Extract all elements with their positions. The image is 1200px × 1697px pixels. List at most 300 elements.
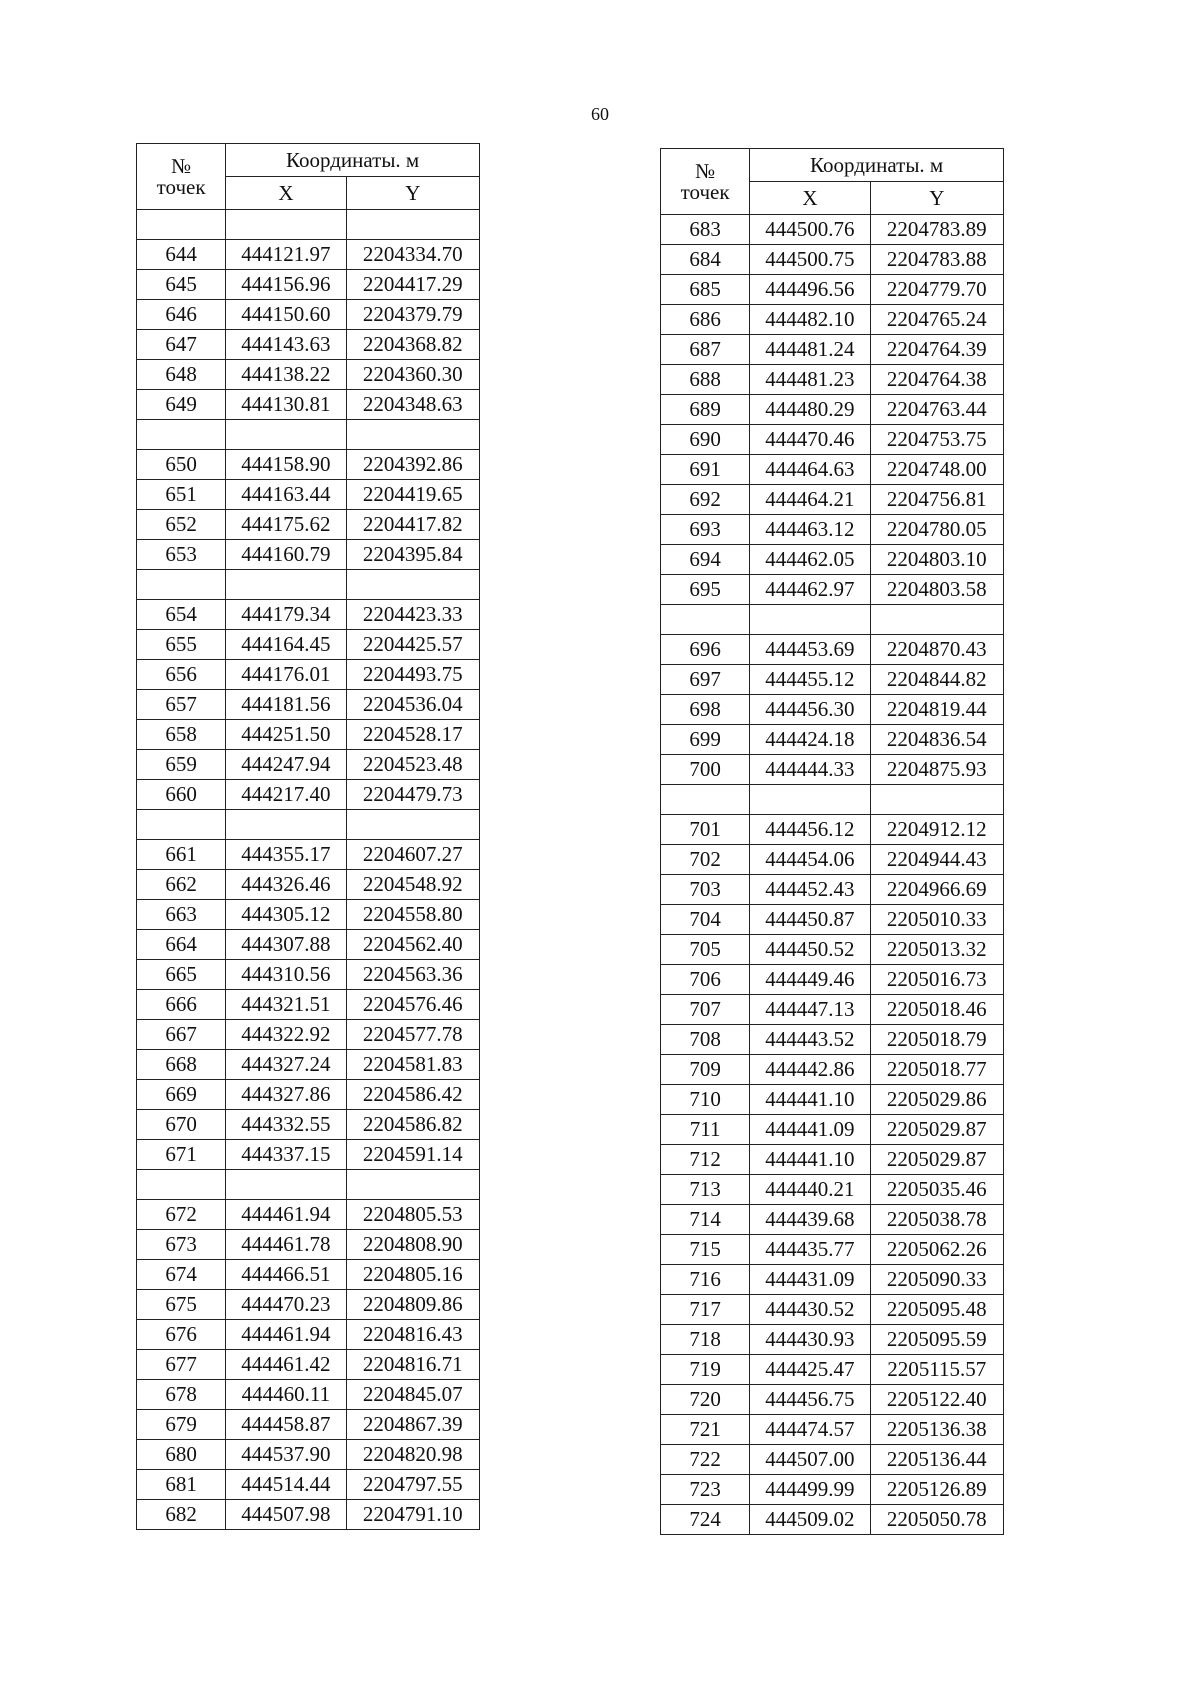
table-row — [661, 1295, 1004, 1325]
y-coordinate-cell: 2205010.33 — [870, 905, 1003, 935]
y-coordinate-cell: 2204581.83 — [346, 1050, 479, 1080]
table-row — [661, 965, 1004, 995]
x-coordinate-cell: 444138.22 — [226, 360, 346, 390]
y-coordinate-cell: 2204944.43 — [870, 845, 1003, 875]
point-number-cell: 646 — [137, 300, 226, 330]
table-row — [661, 1355, 1004, 1385]
x-coordinate-cell: 444470.46 — [750, 425, 870, 455]
x-coordinate-cell — [226, 570, 346, 600]
point-number-cell: 658 — [137, 720, 226, 750]
table-row — [137, 1080, 480, 1110]
table-row — [137, 780, 480, 810]
x-coordinate-cell: 444160.79 — [226, 540, 346, 570]
point-number-cell: 653 — [137, 540, 226, 570]
x-coordinate-cell — [226, 1170, 346, 1200]
point-number-cell: 644 — [137, 240, 226, 270]
table-row — [137, 690, 480, 720]
coordinates-table-left — [136, 143, 480, 1530]
point-number-cell: 686 — [661, 305, 750, 335]
coordinates-table-right — [660, 148, 1004, 1535]
number-sign: № — [695, 158, 716, 183]
point-number-cell: 713 — [661, 1175, 750, 1205]
table-row — [137, 750, 480, 780]
y-coordinate-cell: 2205018.77 — [870, 1055, 1003, 1085]
table-row — [137, 450, 480, 480]
table-row — [137, 1320, 480, 1350]
point-number-cell: 718 — [661, 1325, 750, 1355]
point-number-cell — [137, 210, 226, 240]
y-coordinate-cell: 2204791.10 — [346, 1500, 479, 1530]
y-coordinate-cell: 2204819.44 — [870, 695, 1003, 725]
table-row — [137, 300, 480, 330]
x-coordinate-cell: 444450.52 — [750, 935, 870, 965]
table-row — [661, 755, 1004, 785]
x-coordinate-cell: 444158.90 — [226, 450, 346, 480]
points-label: точек — [680, 179, 730, 204]
y-coordinate-cell — [346, 420, 479, 450]
y-coordinate-cell: 2204816.43 — [346, 1320, 479, 1350]
y-coordinate-cell: 2204586.82 — [346, 1110, 479, 1140]
point-number-cell: 710 — [661, 1085, 750, 1115]
x-coordinate-cell — [750, 785, 870, 815]
table-row — [661, 1505, 1004, 1535]
x-coordinate-cell: 444480.29 — [750, 395, 870, 425]
x-coordinate-cell: 444435.77 — [750, 1235, 870, 1265]
x-coordinate-cell: 444464.63 — [750, 455, 870, 485]
y-coordinate-cell: 2205062.26 — [870, 1235, 1003, 1265]
point-number-cell: 717 — [661, 1295, 750, 1325]
point-number-cell: 685 — [661, 275, 750, 305]
point-number-cell: 712 — [661, 1145, 750, 1175]
table-row — [661, 635, 1004, 665]
y-coordinate-cell: 2204536.04 — [346, 690, 479, 720]
table-row — [137, 210, 480, 240]
x-coordinate-cell: 444464.21 — [750, 485, 870, 515]
x-coordinate-cell — [226, 210, 346, 240]
table-row — [661, 1475, 1004, 1505]
y-coordinate-cell: 2205029.86 — [870, 1085, 1003, 1115]
table-row — [661, 335, 1004, 365]
point-number-cell: 706 — [661, 965, 750, 995]
y-header: Y — [870, 182, 1003, 215]
x-coordinate-cell: 444449.46 — [750, 965, 870, 995]
x-coordinate-cell: 444462.05 — [750, 545, 870, 575]
point-number-cell: 714 — [661, 1205, 750, 1235]
y-coordinate-cell: 2204870.43 — [870, 635, 1003, 665]
x-coordinate-cell: 444455.12 — [750, 665, 870, 695]
y-coordinate-cell: 2204780.05 — [870, 515, 1003, 545]
point-number-cell: 683 — [661, 215, 750, 245]
y-coordinate-cell: 2205029.87 — [870, 1115, 1003, 1145]
table-row — [661, 455, 1004, 485]
y-coordinate-cell — [346, 570, 479, 600]
y-coordinate-cell: 2205090.33 — [870, 1265, 1003, 1295]
table-row — [661, 575, 1004, 605]
y-coordinate-cell: 2204576.46 — [346, 990, 479, 1020]
point-number-cell — [661, 785, 750, 815]
point-number-cell: 695 — [661, 575, 750, 605]
x-coordinate-cell: 444322.92 — [226, 1020, 346, 1050]
table-row — [661, 1235, 1004, 1265]
table-row — [137, 630, 480, 660]
table-row — [137, 480, 480, 510]
x-coordinate-cell: 444441.09 — [750, 1115, 870, 1145]
table-row — [661, 1325, 1004, 1355]
y-coordinate-cell: 2205136.38 — [870, 1415, 1003, 1445]
x-coordinate-cell: 444217.40 — [226, 780, 346, 810]
y-coordinate-cell: 2204425.57 — [346, 630, 479, 660]
y-coordinate-cell: 2204875.93 — [870, 755, 1003, 785]
table-row — [137, 360, 480, 390]
x-coordinate-cell: 444326.46 — [226, 870, 346, 900]
y-coordinate-cell: 2204591.14 — [346, 1140, 479, 1170]
y-coordinate-cell: 2204528.17 — [346, 720, 479, 750]
x-coordinate-cell: 444441.10 — [750, 1085, 870, 1115]
table-row — [137, 270, 480, 300]
x-coordinate-cell: 444481.23 — [750, 365, 870, 395]
y-coordinate-cell: 2204748.00 — [870, 455, 1003, 485]
x-coordinate-cell: 444332.55 — [226, 1110, 346, 1140]
point-number-cell: 662 — [137, 870, 226, 900]
table-row — [661, 1205, 1004, 1235]
y-coordinate-cell: 2205126.89 — [870, 1475, 1003, 1505]
table-row — [137, 930, 480, 960]
x-coordinate-cell: 444482.10 — [750, 305, 870, 335]
point-number-cell — [661, 605, 750, 635]
x-coordinate-cell: 444507.98 — [226, 1500, 346, 1530]
table-row — [137, 330, 480, 360]
x-coordinate-cell — [226, 420, 346, 450]
table-row — [137, 1500, 480, 1530]
x-coordinate-cell: 444461.78 — [226, 1230, 346, 1260]
x-coordinate-cell: 444460.11 — [226, 1380, 346, 1410]
x-coordinate-cell: 444430.52 — [750, 1295, 870, 1325]
table-row — [661, 845, 1004, 875]
table-body-left — [137, 210, 480, 1530]
y-coordinate-cell: 2204348.63 — [346, 390, 479, 420]
point-number-header — [661, 149, 750, 215]
table-body-right — [661, 215, 1004, 1535]
point-number-cell: 665 — [137, 960, 226, 990]
table-row — [661, 725, 1004, 755]
y-coordinate-cell: 2204548.92 — [346, 870, 479, 900]
y-coordinate-cell: 2204779.70 — [870, 275, 1003, 305]
y-coordinate-cell: 2204563.36 — [346, 960, 479, 990]
y-header: Y — [346, 177, 479, 210]
table-row — [137, 540, 480, 570]
point-number-cell: 677 — [137, 1350, 226, 1380]
table-row — [137, 1410, 480, 1440]
x-coordinate-cell: 444441.10 — [750, 1145, 870, 1175]
y-coordinate-cell: 2204809.86 — [346, 1290, 479, 1320]
x-coordinate-cell: 444499.99 — [750, 1475, 870, 1505]
table-row — [661, 995, 1004, 1025]
table-row — [137, 1050, 480, 1080]
x-coordinate-cell: 444454.06 — [750, 845, 870, 875]
table-row — [661, 215, 1004, 245]
point-number-cell: 701 — [661, 815, 750, 845]
point-number-cell: 664 — [137, 930, 226, 960]
x-coordinate-cell: 444176.01 — [226, 660, 346, 690]
table-row — [661, 695, 1004, 725]
x-coordinate-cell: 444327.24 — [226, 1050, 346, 1080]
point-number-cell: 684 — [661, 245, 750, 275]
y-coordinate-cell: 2204360.30 — [346, 360, 479, 390]
table-row — [137, 810, 480, 840]
x-coordinate-cell: 444463.12 — [750, 515, 870, 545]
table-row — [661, 785, 1004, 815]
point-number-cell: 691 — [661, 455, 750, 485]
table-row — [661, 665, 1004, 695]
page-number: 60 — [591, 104, 609, 124]
y-coordinate-cell — [346, 810, 479, 840]
x-coordinate-cell: 444355.17 — [226, 840, 346, 870]
point-number-cell: 672 — [137, 1200, 226, 1230]
y-coordinate-cell: 2204493.75 — [346, 660, 479, 690]
table-row — [137, 900, 480, 930]
point-number-cell: 720 — [661, 1385, 750, 1415]
table-row — [661, 395, 1004, 425]
y-coordinate-cell: 2204867.39 — [346, 1410, 479, 1440]
table-row — [137, 600, 480, 630]
point-number-cell — [137, 810, 226, 840]
table-row — [661, 365, 1004, 395]
point-number-cell: 668 — [137, 1050, 226, 1080]
point-number-cell: 702 — [661, 845, 750, 875]
x-coordinate-cell: 444442.86 — [750, 1055, 870, 1085]
point-number-cell — [137, 1170, 226, 1200]
x-header: X — [226, 177, 346, 210]
table-row — [137, 960, 480, 990]
x-header: X — [750, 182, 870, 215]
x-coordinate-cell: 444251.50 — [226, 720, 346, 750]
y-coordinate-cell: 2205016.73 — [870, 965, 1003, 995]
point-number-cell: 692 — [661, 485, 750, 515]
y-coordinate-cell: 2204844.82 — [870, 665, 1003, 695]
y-coordinate-cell: 2204820.98 — [346, 1440, 479, 1470]
y-coordinate-cell: 2205018.46 — [870, 995, 1003, 1025]
point-number-cell: 670 — [137, 1110, 226, 1140]
table-row — [661, 515, 1004, 545]
y-coordinate-cell: 2204803.10 — [870, 545, 1003, 575]
y-coordinate-cell: 2204797.55 — [346, 1470, 479, 1500]
point-number-cell: 663 — [137, 900, 226, 930]
y-coordinate-cell: 2204586.42 — [346, 1080, 479, 1110]
table-row — [137, 1110, 480, 1140]
table-row — [137, 240, 480, 270]
y-coordinate-cell: 2204808.90 — [346, 1230, 479, 1260]
table-row — [137, 660, 480, 690]
x-coordinate-cell: 444425.47 — [750, 1355, 870, 1385]
x-coordinate-cell: 444430.93 — [750, 1325, 870, 1355]
y-coordinate-cell — [870, 605, 1003, 635]
table-row — [137, 510, 480, 540]
x-coordinate-cell: 444150.60 — [226, 300, 346, 330]
point-number-cell: 679 — [137, 1410, 226, 1440]
table-row — [661, 305, 1004, 335]
y-coordinate-cell — [346, 1170, 479, 1200]
y-coordinate-cell: 2205035.46 — [870, 1175, 1003, 1205]
point-number-cell: 721 — [661, 1415, 750, 1445]
table-row — [661, 1145, 1004, 1175]
x-coordinate-cell: 444181.56 — [226, 690, 346, 720]
point-number-cell: 661 — [137, 840, 226, 870]
table-row — [137, 1200, 480, 1230]
table-row — [661, 1415, 1004, 1445]
y-coordinate-cell: 2204753.75 — [870, 425, 1003, 455]
y-coordinate-cell: 2204417.29 — [346, 270, 479, 300]
table-row — [661, 875, 1004, 905]
y-coordinate-cell: 2204763.44 — [870, 395, 1003, 425]
y-coordinate-cell: 2204479.73 — [346, 780, 479, 810]
y-coordinate-cell: 2204756.81 — [870, 485, 1003, 515]
table-row — [661, 1025, 1004, 1055]
x-coordinate-cell: 444456.12 — [750, 815, 870, 845]
point-number-cell: 671 — [137, 1140, 226, 1170]
table-row — [137, 840, 480, 870]
y-coordinate-cell: 2204803.58 — [870, 575, 1003, 605]
y-coordinate-cell: 2205018.79 — [870, 1025, 1003, 1055]
x-coordinate-cell: 444461.94 — [226, 1200, 346, 1230]
coordinates-header: Координаты. м — [226, 144, 480, 177]
x-coordinate-cell: 444496.56 — [750, 275, 870, 305]
point-number-cell: 697 — [661, 665, 750, 695]
y-coordinate-cell: 2204562.40 — [346, 930, 479, 960]
table-row — [661, 905, 1004, 935]
point-number-cell: 688 — [661, 365, 750, 395]
table-row — [661, 545, 1004, 575]
x-coordinate-cell: 444452.43 — [750, 875, 870, 905]
y-coordinate-cell: 2204419.65 — [346, 480, 479, 510]
table-row — [661, 605, 1004, 635]
point-number-cell: 649 — [137, 390, 226, 420]
table-row — [137, 1170, 480, 1200]
coordinates-header: Координаты. м — [750, 149, 1004, 182]
x-coordinate-cell: 444537.90 — [226, 1440, 346, 1470]
point-number-cell: 648 — [137, 360, 226, 390]
point-number-cell: 675 — [137, 1290, 226, 1320]
table-row — [137, 1260, 480, 1290]
x-coordinate-cell: 444474.57 — [750, 1415, 870, 1445]
y-coordinate-cell: 2204334.70 — [346, 240, 479, 270]
y-coordinate-cell: 2204764.38 — [870, 365, 1003, 395]
point-number-cell: 656 — [137, 660, 226, 690]
x-coordinate-cell: 444470.23 — [226, 1290, 346, 1320]
x-coordinate-cell: 444500.75 — [750, 245, 870, 275]
table-row — [661, 1175, 1004, 1205]
y-coordinate-cell: 2204423.33 — [346, 600, 479, 630]
y-coordinate-cell: 2205122.40 — [870, 1385, 1003, 1415]
point-number-cell — [137, 420, 226, 450]
y-coordinate-cell: 2204845.07 — [346, 1380, 479, 1410]
point-number-cell: 722 — [661, 1445, 750, 1475]
point-number-cell: 716 — [661, 1265, 750, 1295]
y-coordinate-cell: 2204805.16 — [346, 1260, 479, 1290]
x-coordinate-cell: 444321.51 — [226, 990, 346, 1020]
table-row — [661, 485, 1004, 515]
y-coordinate-cell: 2204764.39 — [870, 335, 1003, 365]
x-coordinate-cell: 444163.44 — [226, 480, 346, 510]
point-number-cell: 650 — [137, 450, 226, 480]
point-number-cell: 645 — [137, 270, 226, 300]
y-coordinate-cell — [870, 785, 1003, 815]
y-coordinate-cell: 2204783.88 — [870, 245, 1003, 275]
x-coordinate-cell: 444337.15 — [226, 1140, 346, 1170]
point-number-cell: 654 — [137, 600, 226, 630]
point-number-cell: 652 — [137, 510, 226, 540]
x-coordinate-cell: 444121.97 — [226, 240, 346, 270]
table-row — [661, 275, 1004, 305]
table-row — [137, 570, 480, 600]
table-row — [661, 425, 1004, 455]
point-number-cell: 724 — [661, 1505, 750, 1535]
table-row — [137, 1140, 480, 1170]
table-row — [137, 1350, 480, 1380]
table-row — [661, 1055, 1004, 1085]
x-coordinate-cell: 444461.94 — [226, 1320, 346, 1350]
table-row — [137, 870, 480, 900]
point-number-cell: 709 — [661, 1055, 750, 1085]
y-coordinate-cell: 2204558.80 — [346, 900, 479, 930]
x-coordinate-cell: 444458.87 — [226, 1410, 346, 1440]
x-coordinate-cell: 444514.44 — [226, 1470, 346, 1500]
table-row — [137, 1470, 480, 1500]
point-number-cell: 678 — [137, 1380, 226, 1410]
x-coordinate-cell: 444439.68 — [750, 1205, 870, 1235]
point-number-cell: 690 — [661, 425, 750, 455]
y-coordinate-cell: 2205050.78 — [870, 1505, 1003, 1535]
table-row — [661, 1445, 1004, 1475]
point-number-cell: 657 — [137, 690, 226, 720]
x-coordinate-cell: 444509.02 — [750, 1505, 870, 1535]
point-number-cell: 707 — [661, 995, 750, 1025]
table-row — [661, 815, 1004, 845]
point-number-cell: 655 — [137, 630, 226, 660]
point-number-cell: 669 — [137, 1080, 226, 1110]
point-number-cell: 696 — [661, 635, 750, 665]
point-number-cell: 711 — [661, 1115, 750, 1145]
x-coordinate-cell: 444310.56 — [226, 960, 346, 990]
table-row — [137, 720, 480, 750]
x-coordinate-cell: 444305.12 — [226, 900, 346, 930]
x-coordinate-cell: 444450.87 — [750, 905, 870, 935]
y-coordinate-cell: 2205038.78 — [870, 1205, 1003, 1235]
point-number-cell: 693 — [661, 515, 750, 545]
points-label: точек — [156, 174, 206, 199]
y-coordinate-cell: 2205095.48 — [870, 1295, 1003, 1325]
y-coordinate-cell: 2204523.48 — [346, 750, 479, 780]
x-coordinate-cell: 444456.30 — [750, 695, 870, 725]
y-coordinate-cell: 2205136.44 — [870, 1445, 1003, 1475]
y-coordinate-cell: 2204607.27 — [346, 840, 479, 870]
y-coordinate-cell: 2204368.82 — [346, 330, 479, 360]
x-coordinate-cell: 444481.24 — [750, 335, 870, 365]
point-number-cell: 689 — [661, 395, 750, 425]
y-coordinate-cell: 2204392.86 — [346, 450, 479, 480]
number-sign: № — [171, 153, 192, 178]
x-coordinate-cell: 444447.13 — [750, 995, 870, 1025]
point-number-cell: 682 — [137, 1500, 226, 1530]
point-number-cell: 698 — [661, 695, 750, 725]
table-row — [661, 1115, 1004, 1145]
point-number-cell: 715 — [661, 1235, 750, 1265]
table-row — [661, 935, 1004, 965]
point-number-cell: 680 — [137, 1440, 226, 1470]
point-number-cell: 723 — [661, 1475, 750, 1505]
point-number-cell: 651 — [137, 480, 226, 510]
x-coordinate-cell: 444462.97 — [750, 575, 870, 605]
table-row — [137, 1380, 480, 1410]
